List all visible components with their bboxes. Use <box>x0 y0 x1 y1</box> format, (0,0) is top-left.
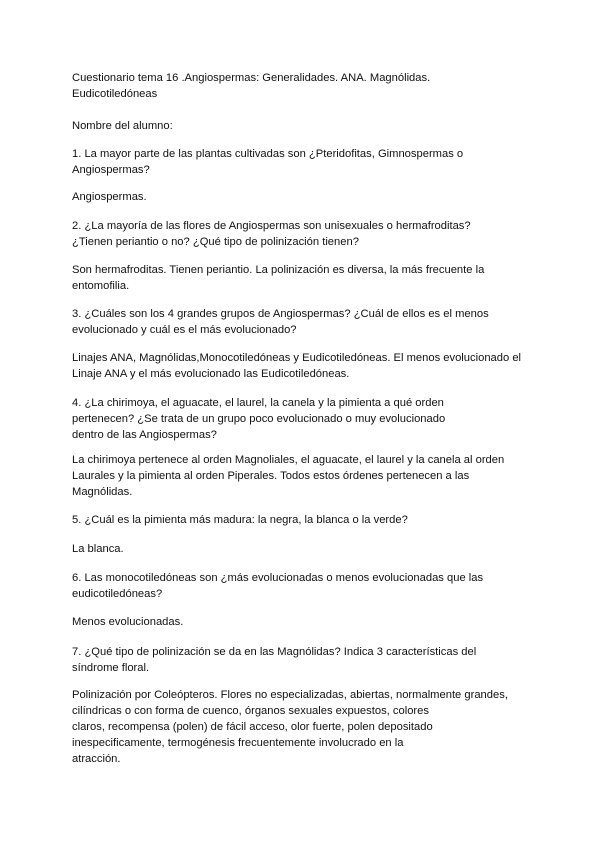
answer-line: La chirimoya pertenece al orden Magnoliales, el aguacate, el laurel y la canela al orden <box>72 454 505 466</box>
answer-line: Magnólidas. <box>72 486 133 498</box>
answer-line: La blanca. <box>72 543 124 555</box>
title-line: Eudicotiledóneas <box>72 88 158 100</box>
question-line: 2. ¿La mayoría de las flores de Angiospermas son unisexuales o hermafroditas? <box>72 220 471 232</box>
answer-line: Laurales y la pimienta al orden Piperales. Todos estos órdenes pertenecen a las <box>72 470 470 482</box>
question-line: Angiospermas? <box>72 164 150 176</box>
question-3 <box>72 306 532 338</box>
answer-7 <box>72 687 532 767</box>
question-line: evolucionado y cuál es el más evolucionado? <box>72 324 297 336</box>
student-label-text: Nombre del alumno: <box>72 120 173 132</box>
question-line: 3. ¿Cuáles son los 4 grandes grupos de Angiospermas? ¿Cuál de ellos es el menos <box>72 308 489 320</box>
answer-line: Angiospermas. <box>72 191 147 203</box>
question-line: 1. La mayor parte de las plantas cultivadas son ¿Pteridofitas, Gimnospermas o <box>72 148 464 160</box>
answer-5 <box>72 541 532 557</box>
question-5 <box>72 512 532 528</box>
student-name-label <box>72 118 532 134</box>
answer-line: atracción. <box>72 753 121 765</box>
question-line: 4. ¿La chirimoya, el aguacate, el laurel, la canela y la pimienta a qué orden <box>72 397 444 409</box>
answer-4 <box>72 452 532 500</box>
question-line: pertenecen? ¿Se trata de un grupo poco evolucionado o muy evolucionado <box>72 413 446 425</box>
title-line: Cuestionario tema 16 .Angiospermas: Generalidades. ANA. Magnólidas. <box>72 72 431 84</box>
question-line: 7. ¿Qué tipo de polinización se da en las Magnólidas? Indica 3 características del <box>72 646 477 658</box>
question-line: ¿Tienen periantio o no? ¿Qué tipo de polinización tienen? <box>72 236 359 248</box>
answer-line: Linajes ANA, Magnólidas,Monocotiledóneas y Eudicotiledóneas. El menos evolucionado el <box>72 352 522 364</box>
answer-line: Polinización por Coleópteros. Flores no especializadas, abiertas, normalmente grandes, <box>72 689 508 701</box>
answer-3 <box>72 350 532 382</box>
question-line: eudicotiledóneas? <box>72 588 163 600</box>
question-line: 6. Las monocotiledóneas son ¿más evolucionadas o menos evolucionadas que las <box>72 572 484 584</box>
answer-line: cilíndricas o con forma de cuenco, órganos sexuales expuestos, colores <box>72 705 429 717</box>
answer-6 <box>72 614 532 630</box>
question-4 <box>72 395 532 443</box>
answer-1 <box>72 189 532 205</box>
answer-line: inespecificamente, termogénesis frecuentemente involucrado en la <box>72 737 404 749</box>
answer-line: Menos evolucionadas. <box>72 616 184 628</box>
question-7 <box>72 644 532 676</box>
question-line: dentro de las Angiospermas? <box>72 429 217 441</box>
question-6 <box>72 570 532 602</box>
question-line: síndrome floral. <box>72 662 150 674</box>
question-2 <box>72 218 532 250</box>
answer-line: claros, recompensa (polen) de fácil acceso, olor fuerte, polen depositado <box>72 721 433 733</box>
question-line: 5. ¿Cuál es la pimienta más madura: la negra, la blanca o la verde? <box>72 514 408 526</box>
answer-2 <box>72 262 532 294</box>
answer-line: entomofilia. <box>72 280 130 292</box>
answer-line: Linaje ANA y el más evolucionado las Eudicotiledóneas. <box>72 368 350 380</box>
question-1 <box>72 146 532 178</box>
document-title <box>72 70 532 102</box>
answer-line: Son hermafroditas. Tienen periantio. La polinización es diversa, la más frecuente la <box>72 264 485 276</box>
